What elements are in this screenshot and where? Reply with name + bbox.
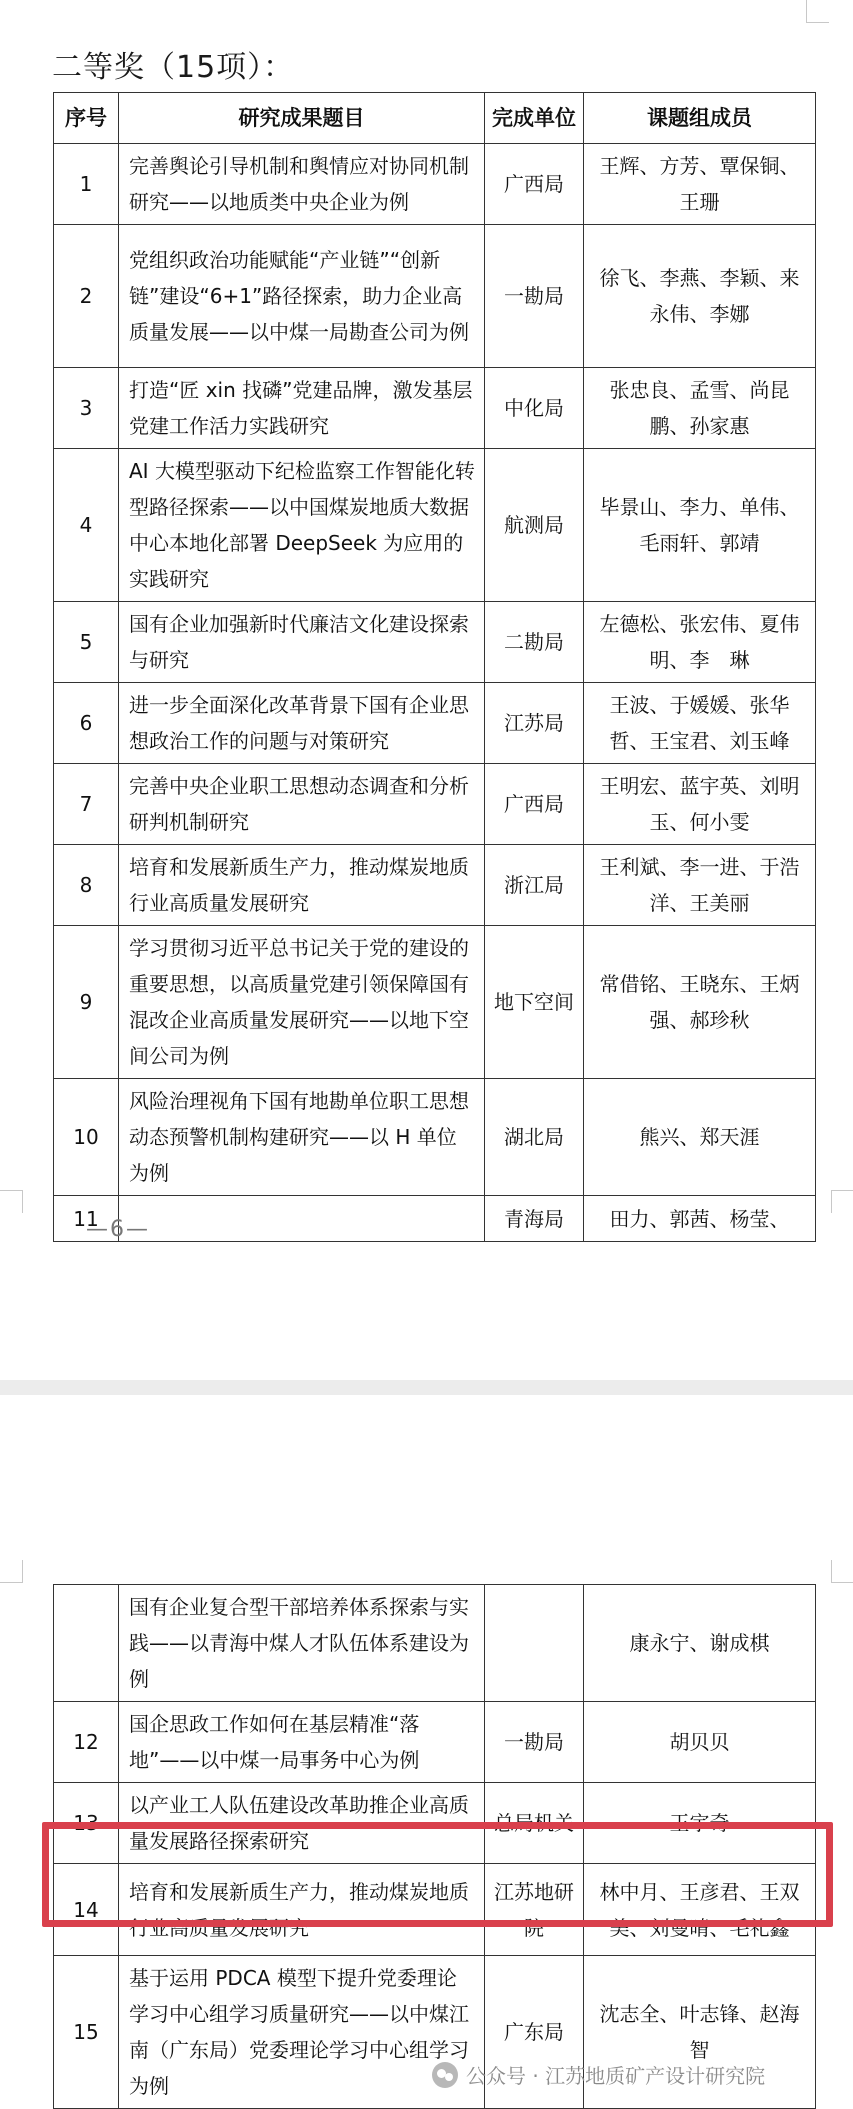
row-members: 王利斌、李一进、于浩洋、王美丽 (584, 845, 816, 926)
row-members: 王波、于媛媛、张华哲、王宝君、刘玉峰 (584, 683, 816, 764)
table-row (54, 1585, 816, 1702)
row-members: 常借铭、王晓东、王炳强、郝珍秋 (584, 926, 816, 1079)
row-no: 13 (54, 1783, 119, 1864)
row-members: 王宇奇 (584, 1783, 816, 1864)
table-row (54, 225, 816, 368)
row-members: 王明宏、蓝宇英、刘明玉、何小雯 (584, 764, 816, 845)
row-unit: 江苏地研院 (485, 1864, 584, 1956)
row-no: 4 (54, 449, 119, 602)
row-topic: 打造“匠 xin 找磷”党建品牌，激发基层党建工作活力实践研究 (119, 368, 485, 449)
row-members: 王辉、方芳、覃保铜、王珊 (584, 144, 816, 225)
row-unit: 航测局 (485, 449, 584, 602)
row-members: 左德松、张宏伟、夏伟明、李 琳 (584, 602, 816, 683)
row-members: 熊兴、郑天涯 (584, 1079, 816, 1196)
row-no: 2 (54, 225, 119, 368)
highlight-box (42, 1822, 833, 1927)
row-unit: 一勘局 (485, 225, 584, 368)
row-unit: 二勘局 (485, 602, 584, 683)
row-no: 10 (54, 1079, 119, 1196)
row-no (54, 1585, 119, 1702)
row-no: 15 (54, 1956, 119, 2109)
crop-mark-top-right (831, 1560, 853, 1583)
row-topic: 完善中央企业职工思想动态调查和分析研判机制研究 (119, 764, 485, 845)
row-topic: 国有企业加强新时代廉洁文化建设探索与研究 (119, 602, 485, 683)
row-members: 胡贝贝 (584, 1702, 816, 1783)
row-unit: 浙江局 (485, 845, 584, 926)
table-row (54, 683, 816, 764)
row-members: 徐飞、李燕、李颖、来永伟、李娜 (584, 225, 816, 368)
wechat-icon (432, 2062, 458, 2088)
header-members: 课题组成员 (584, 93, 816, 144)
row-no: 9 (54, 926, 119, 1079)
row-topic: 完善舆论引导机制和舆情应对协同机制研究——以地质类中央企业为例 (119, 144, 485, 225)
row-unit: 中化局 (485, 368, 584, 449)
row-no: 1 (54, 144, 119, 225)
row-topic: 党组织政治功能赋能“产业链”“创新链”建设“6+1”路径探索，助力企业高质量发展——以中煤一局勘查公司为例 (119, 225, 485, 368)
page-number: —6— (86, 1217, 150, 1242)
row-unit: 青海局 (485, 1196, 584, 1242)
row-topic: AI 大模型驱动下纪检监察工作智能化转型路径探索——以中国煤炭地质大数据中心本地化部署 DeepSeek 为应用的实践研究 (119, 449, 485, 602)
row-topic: 培育和发展新质生产力，推动煤炭地质行业高质量发展研究 (119, 1864, 485, 1956)
table-row (54, 1702, 816, 1783)
header-unit: 完成单位 (485, 93, 584, 144)
crop-mark-top-left (0, 1560, 23, 1583)
crop-mark-bottom-left (0, 1190, 23, 1213)
row-no: 12 (54, 1702, 119, 1783)
row-no: 3 (54, 368, 119, 449)
row-unit: 一勘局 (485, 1702, 584, 1783)
row-topic: 以产业工人队伍建设改革助推企业高质量发展路径探索研究 (119, 1783, 485, 1864)
table-row (54, 764, 816, 845)
row-members: 张忠良、孟雪、尚昆鹏、孙家惠 (584, 368, 816, 449)
section-title: 二等奖（15项）： (52, 50, 295, 85)
header-no: 序号 (54, 93, 119, 144)
row-members: 田力、郭茜、杨莹、 (584, 1196, 816, 1242)
row-topic: 学习贯彻习近平总书记关于党的建设的重要思想，以高质量党建引领保障国有混改企业高质量发展研究——以地下空间公司为例 (119, 926, 485, 1079)
table-row (54, 1196, 816, 1242)
table-header-row (54, 93, 816, 144)
row-unit: 广西局 (485, 144, 584, 225)
row-members: 康永宁、谢成棋 (584, 1585, 816, 1702)
row-unit: 总局机关 (485, 1783, 584, 1864)
table-row (54, 845, 816, 926)
crop-mark-top-right (806, 0, 829, 23)
row-topic: 国企思政工作如何在基层精准“落地”——以中煤一局事务中心为例 (119, 1702, 485, 1783)
watermark-text: 公众号 · 江苏地质矿产设计研究院 (466, 2064, 766, 2088)
row-no: 8 (54, 845, 119, 926)
row-topic: 培育和发展新质生产力，推动煤炭地质行业高质量发展研究 (119, 845, 485, 926)
row-no: 5 (54, 602, 119, 683)
table-row (54, 926, 816, 1079)
table-row (54, 449, 816, 602)
row-no: 7 (54, 764, 119, 845)
row-unit: 湖北局 (485, 1079, 584, 1196)
crop-mark-bottom-right (831, 1190, 853, 1213)
row-topic: 进一步全面深化改革背景下国有企业思想政治工作的问题与对策研究 (119, 683, 485, 764)
row-no: 11 (54, 1196, 119, 1242)
table-row (54, 368, 816, 449)
page-separator (0, 1380, 853, 1395)
row-unit: 地下空间 (485, 926, 584, 1079)
row-unit: 广西局 (485, 764, 584, 845)
row-topic: 国有企业复合型干部培养体系探索与实践——以青海中煤人才队伍体系建设为例 (119, 1585, 485, 1702)
row-topic: 风险治理视角下国有地勘单位职工思想动态预警机制构建研究——以 H 单位为例 (119, 1079, 485, 1196)
row-unit: 江苏局 (485, 683, 584, 764)
row-members: 林中月、王彦君、王双美、刘曼晴、毛礼鑫 (584, 1864, 816, 1956)
row-unit (485, 1585, 584, 1702)
table-row (54, 602, 816, 683)
row-topic (119, 1196, 485, 1242)
awards-table-page-1 (53, 92, 816, 1242)
table-row (54, 1079, 816, 1196)
header-topic: 研究成果题目 (119, 93, 485, 144)
row-no: 14 (54, 1864, 119, 1956)
row-topic: 基于运用 PDCA 模型下提升党委理论学习中心组学习质量研究——以中煤江南（广东局）党委理论学习中心组学习为例 (119, 1956, 485, 2109)
table-row (54, 144, 816, 225)
row-no: 6 (54, 683, 119, 764)
watermark (432, 2060, 765, 2089)
row-unit: 广东局 (485, 1956, 584, 2109)
row-members: 沈志全、叶志锋、赵海智 (584, 1956, 816, 2109)
row-members: 毕景山、李力、单伟、毛雨轩、郭靖 (584, 449, 816, 602)
